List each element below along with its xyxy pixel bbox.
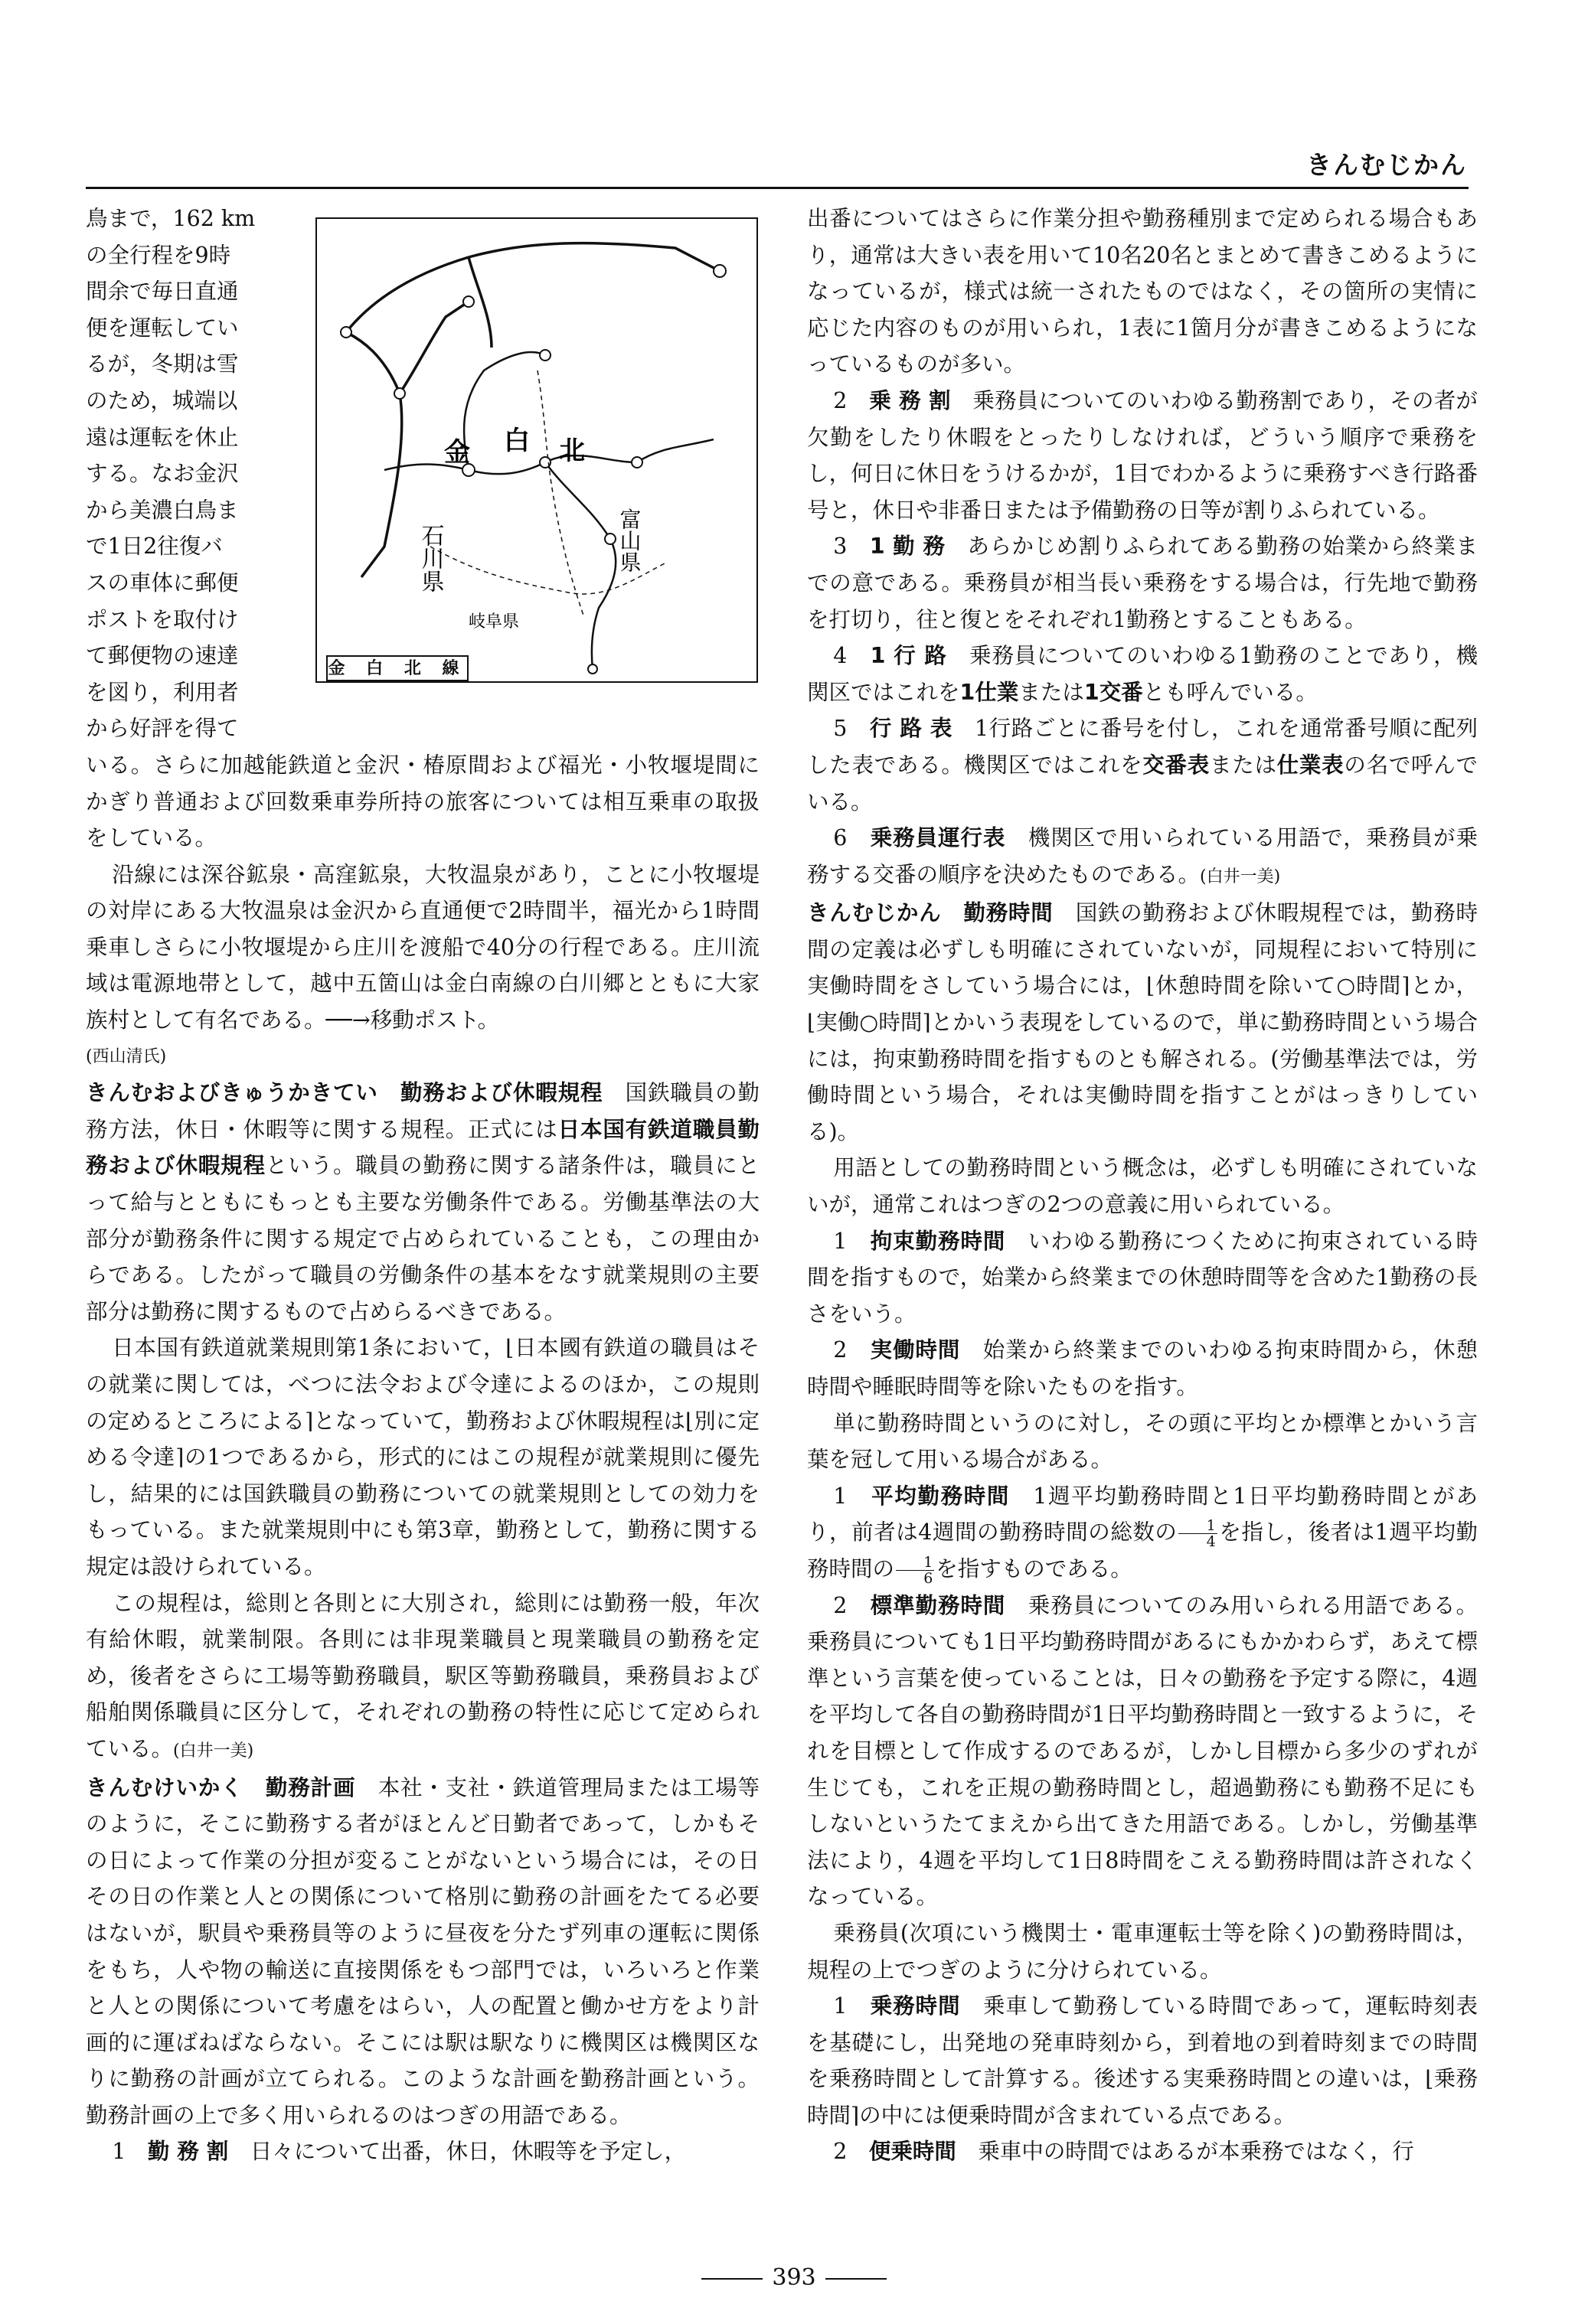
map-caption: 金 白 北 線 [326, 655, 469, 681]
item-text: または [1210, 752, 1277, 778]
page-dash [825, 2278, 887, 2280]
item-text: 乗車して勤務している時間であって，運転時刻表を基礎にし，出発地の発車時刻から，到着地の到着時刻までの時間を乗務時間として計算する。後述する実乗務時間との違いは，⌊乗務時間⌉の中には便乗時間が含まれている点である。 [807, 1993, 1478, 2128]
left-column [86, 201, 760, 2170]
page-number-text: 393 [772, 2264, 816, 2291]
paragraph: いる。さらに加越能鉄道と金沢・椿原間および福光・小牧堰堤間にかぎり普通および回数乗車券所持の旅客については相互乗車の取扱をしている。 [86, 752, 760, 851]
fraction-numerator: 1 [896, 1555, 934, 1571]
item-text: 機関区で用いられている用語で，乗務員が乗務する交番の順序を決めたものである。 [807, 825, 1478, 887]
wrap-line: から好評を得て [86, 716, 239, 742]
item-number: 1 [833, 1993, 848, 2019]
fraction-numerator: 1 [1178, 1518, 1217, 1534]
item-term: 実働時間 [870, 1337, 961, 1363]
item-text: あらかじめ割りふられてある勤務の始業から終業までの意である。乗務員が相当長い乗務をする場合は，行先地で勤務を打切り，往と復とをそれぞれ1勤務とすることもある。 [807, 534, 1478, 632]
paragraph: 乗務員(次項にいう機関士・電車運転士等を除く)の勤務時間は，規程の上でつぎのように分けられている。 [807, 1920, 1478, 1983]
paragraph [86, 1585, 760, 1770]
entry-headword: きんむおよびきゅうかきてい 勤務および休暇規程 [86, 1080, 603, 1106]
list-item [807, 1988, 1478, 2133]
item-number: 4 [833, 643, 848, 669]
item-number: 2 [833, 387, 848, 413]
right-column [807, 201, 1478, 2170]
item-number: 2 [833, 1592, 848, 1618]
page-dash [701, 2278, 763, 2280]
wrap-line: 便を運転してい [86, 315, 239, 341]
paragraph: 沿線には深谷鉱泉・高窪鉱泉，大牧温泉があり，ことに小牧堰堤の対岸にある大牧温泉は金沢から直通便で2時間半，福光から1時間乗車しさらに小牧堰堤から庄川を渡船で40分の行程である。庄川流域は電源地帯として，越中五箇山は金白南線の白川郷とともに大家族村として有名である。──→移動ポスト。 [86, 861, 760, 1033]
page-number [0, 2264, 1588, 2291]
entry-kinmu-jikan [807, 895, 1478, 1150]
entry-kinmu-keikaku [86, 1770, 760, 2134]
list-item [86, 2133, 760, 2170]
wrap-line: で1日2往復バ [86, 534, 223, 560]
list-item [807, 820, 1478, 895]
paragraph: 単に勤務時間というのに対し，その頭に平均とか標準とかいう言葉を冠して用いる場合がある。 [807, 1410, 1478, 1473]
list-item [807, 1588, 1478, 1915]
list-item [807, 1478, 1478, 1588]
author-signature: (白井一美) [173, 1741, 254, 1761]
wrap-line: ポストを取付け [86, 606, 239, 632]
item-term: 1交番 [1083, 679, 1143, 705]
map-label-kita: 北 [559, 436, 585, 466]
paragraph: 日本国有鉄道就業規則第1条において，⌊日本國有鉄道の職員はその就業に関しては，べつに法令および令達によるのほか，この規則の定めるところによる⌉となっていて，勤務および休暇規程は⌊別に定める令達⌉の1つであるから，形式的にはこの規程が就業規則に優先し，結果的には国鉄職員の勤務についての就業規則としての効力をもっている。また就業規則中にも第3章，勤務として，勤務に関する規定は設けられている。 [86, 1335, 760, 1579]
wrap-line: の全行程を9時 [86, 242, 231, 268]
item-text: いわゆる勤務につくために拘束されている時間を指すもので，始業から終業までの休憩時間等を含めた1勤務の長さをいう。 [807, 1228, 1478, 1327]
wrap-line: 間余で毎日直通 [86, 279, 239, 305]
list-item [807, 1223, 1478, 1333]
wrap-line: スの車体に郵便 [86, 570, 239, 596]
entry-text: この規程は，総則と各則とに大別され，総則には勤務一般，年次有給休暇，就業制限。各則には非現業職員と現業職員の勤務を定め，後者をさらに工場等勤務職員，駅区等勤務職員，乗務員および船舶関係職員に区分して，それぞれの勤務の特性に応じて定められている。 [86, 1590, 760, 1761]
fraction [896, 1555, 934, 1586]
item-number: 6 [833, 825, 848, 851]
entry-headword: きんむじかん 勤務時間 [807, 900, 1054, 926]
entry-headword: きんむけいかく 勤務計画 [86, 1774, 356, 1800]
entry-term: 日本国有鉄道職員勤務および休暇規程 [86, 1116, 760, 1179]
item-number: 1 [112, 2139, 126, 2165]
map-label-toyama: 富山県 [616, 508, 642, 573]
item-term: 乗務時間 [870, 1993, 961, 2019]
running-header: きんむじかん [1306, 150, 1467, 180]
item-term: 拘束勤務時間 [870, 1228, 1006, 1254]
item-term: 1 行 路 [870, 643, 947, 669]
item-number: 5 [833, 716, 848, 742]
list-item [807, 383, 1478, 528]
item-text: を指すものである。 [936, 1555, 1132, 1581]
wrap-line: のため，城端以 [86, 387, 238, 413]
item-term: 1 勤 務 [869, 534, 946, 560]
item-term: 勤 務 割 [147, 2139, 229, 2165]
item-text: を指し，後者は1週平均勤務時間の [807, 1519, 1478, 1581]
item-number: 1 [833, 1483, 848, 1509]
item-number: 3 [833, 534, 848, 560]
fraction [1178, 1518, 1217, 1549]
item-text: 1行路ごとに番号を付し，これを通常番号順に配列した表である。機関区ではこれを [807, 716, 1478, 778]
paragraph: 出番についてはさらに作業分担や勤務種別まで定められる場合もあり，通常は大きい表を用いて10名20名とまとめて書きこめるようになっているが，様式は統一されたものではなく，その箇所の実情に応じた内容のものが用いられ，1表に1箇月分が書きこめるようになっているものが多い。 [807, 206, 1478, 377]
wrap-line: を図り，利用者 [86, 679, 239, 705]
author-signature: (白井一美) [1200, 867, 1281, 886]
item-text: 乗務員についてのいわゆる1勤務のことであり，機関区ではこれを [807, 643, 1478, 705]
wrap-line: 遠は運転を休止 [86, 424, 239, 450]
item-term: 交番表 [1142, 752, 1210, 778]
item-text: とも呼んでいる。 [1142, 679, 1318, 705]
item-number: 2 [833, 1337, 848, 1363]
item-text: 乗車中の時間ではあるが本乗務ではなく，行 [956, 2139, 1414, 2165]
item-text: 始業から終業までのいわゆる拘束時間から，休憩時間や睡眠時間等を除いたものを指す。 [807, 1337, 1478, 1399]
entry-text: 国鉄職員の勤務方法，休日・休暇等に関する規程。正式には [86, 1080, 760, 1142]
wrap-line: て郵便物の速達 [86, 643, 239, 669]
map-label-shiro: 白 [504, 426, 530, 456]
list-item [807, 710, 1478, 820]
list-item [807, 528, 1478, 638]
entry-text: 本社・支社・鉄道管理局または工場等のように，そこに勤務する者がほとんど日勤者であって，しかもその日によって作業の分担が変ることがないという場合には，その日その日の作業と人との関係について格別に勤務の計画をたてる必要はないが，駅員や乗務員等のように昼夜を分たず列車の運転に関係をもち，人や物の輸送に直接関係をもつ部門では，いろいろと作業と人との関係について考慮をはらい，人の配置と働かせ方をより計画的に運ばねばならない。そこには駅は駅なりに機関区は機関区なりに勤務の計画が立てられる。このような計画を勤務計画という。勤務計画の上で多く用いられるのはつぎの用語である。 [86, 1774, 760, 2128]
item-text: 1週平均勤務時間と1日平均勤務時間とがあり，前者は4週間の勤務時間の総数の [807, 1483, 1478, 1546]
map-label-gifu: 岐阜県 [469, 612, 520, 632]
item-term: 便乗時間 [868, 2139, 956, 2165]
item-term: 1仕業 [959, 679, 1019, 705]
author-signature: (西山清氏) [86, 1046, 167, 1066]
item-term: 行 路 表 [869, 716, 952, 742]
header-rule [86, 187, 1469, 189]
item-term: 仕業表 [1276, 752, 1345, 778]
map-wrap-text [86, 201, 309, 747]
wrap-line: する。なお金沢 [86, 461, 239, 487]
item-term: 乗務員運行表 [870, 825, 1006, 851]
item-number: 2 [833, 2139, 848, 2165]
entry-text: 国鉄の勤務および休暇規程では，勤務時間の定義は必ずしも明確にされていないが，同規程において特別に実働時間をさしていう場合には，⌊休憩時間を除いて○時間⌉とか，⌊実働○時間⌉とかいう表現をしているので，単に勤務時間という場合には，拘束勤務時間を指すものとも解される。(労働基準法では，労働時間という場合，それは実働時間を指すことがはっきりしている)。 [807, 900, 1478, 1144]
entry-text: という。職員の勤務に関する諸条件は，職員にとって給与とともにもっとも主要な労働条件である。労働基準法の大部分が勤務条件に関する規定で占められていることも，この理由からである。したがって職員の労働条件の基本をなす就業規則の主要部分は勤務に関するもので占めらるべきである。 [86, 1153, 760, 1324]
item-text: または [1018, 679, 1084, 705]
list-item [807, 2133, 1478, 2170]
wrap-line: るが，冬期は雪 [86, 351, 239, 377]
item-text: の名で呼んでいる。 [807, 752, 1478, 814]
wrap-line: 鳥まで，162 km [86, 206, 256, 231]
map-label-ishikawa: 石川県 [417, 524, 444, 592]
fraction-denominator: 4 [1206, 1533, 1216, 1551]
entry-kinmu-kyuka [86, 1075, 760, 1330]
wrap-line: から美濃白鳥ま [86, 497, 239, 523]
list-item [807, 638, 1478, 710]
item-term: 乗 務 割 [869, 387, 951, 413]
map-label-kanazawa: 金 [444, 437, 470, 468]
list-item [807, 1332, 1478, 1405]
item-text: 日々について出番，休日，休暇等を予定し， [228, 2139, 687, 2165]
item-number: 1 [833, 1228, 848, 1254]
item-text: 乗務員についてのいわゆる勤務割であり，その者が欠勤をしたり休暇をとったりしなければ，どういう順序で乗務をし，何日に休日をうけるかが，1目でわかるように乗務すべき行路番号と，休日や非番日または予備勤務の日等が割りふられている。 [807, 387, 1478, 523]
paragraph: 用語としての勤務時間という概念は，必ずしも明確にされていないが，通常これはつぎの2つの意義に用いられている。 [807, 1155, 1478, 1218]
fraction-denominator: 6 [923, 1569, 933, 1587]
item-term: 標準勤務時間 [870, 1592, 1006, 1618]
item-term: 平均勤務時間 [871, 1483, 1011, 1509]
item-text: 乗務員についてのみ用いられる用語である。乗務員についても1日平均勤務時間があるにもかかわらず，あえて標準という言葉を使っていることは，日々の勤務を予定する際に，4週を平均して各自の勤務時間が1日平均勤務時間と一致するように，それを目標として作成するのであるが，しかし目標から多少のずれが生じても，これを正規の勤務時間とし，超過勤務にも勤務不足にもしないというたてまえから出てきた用語である。しかし，労働基準法により，4週を平均して1日8時間をこえる勤務時間は許されなくなっている。 [807, 1592, 1478, 1910]
